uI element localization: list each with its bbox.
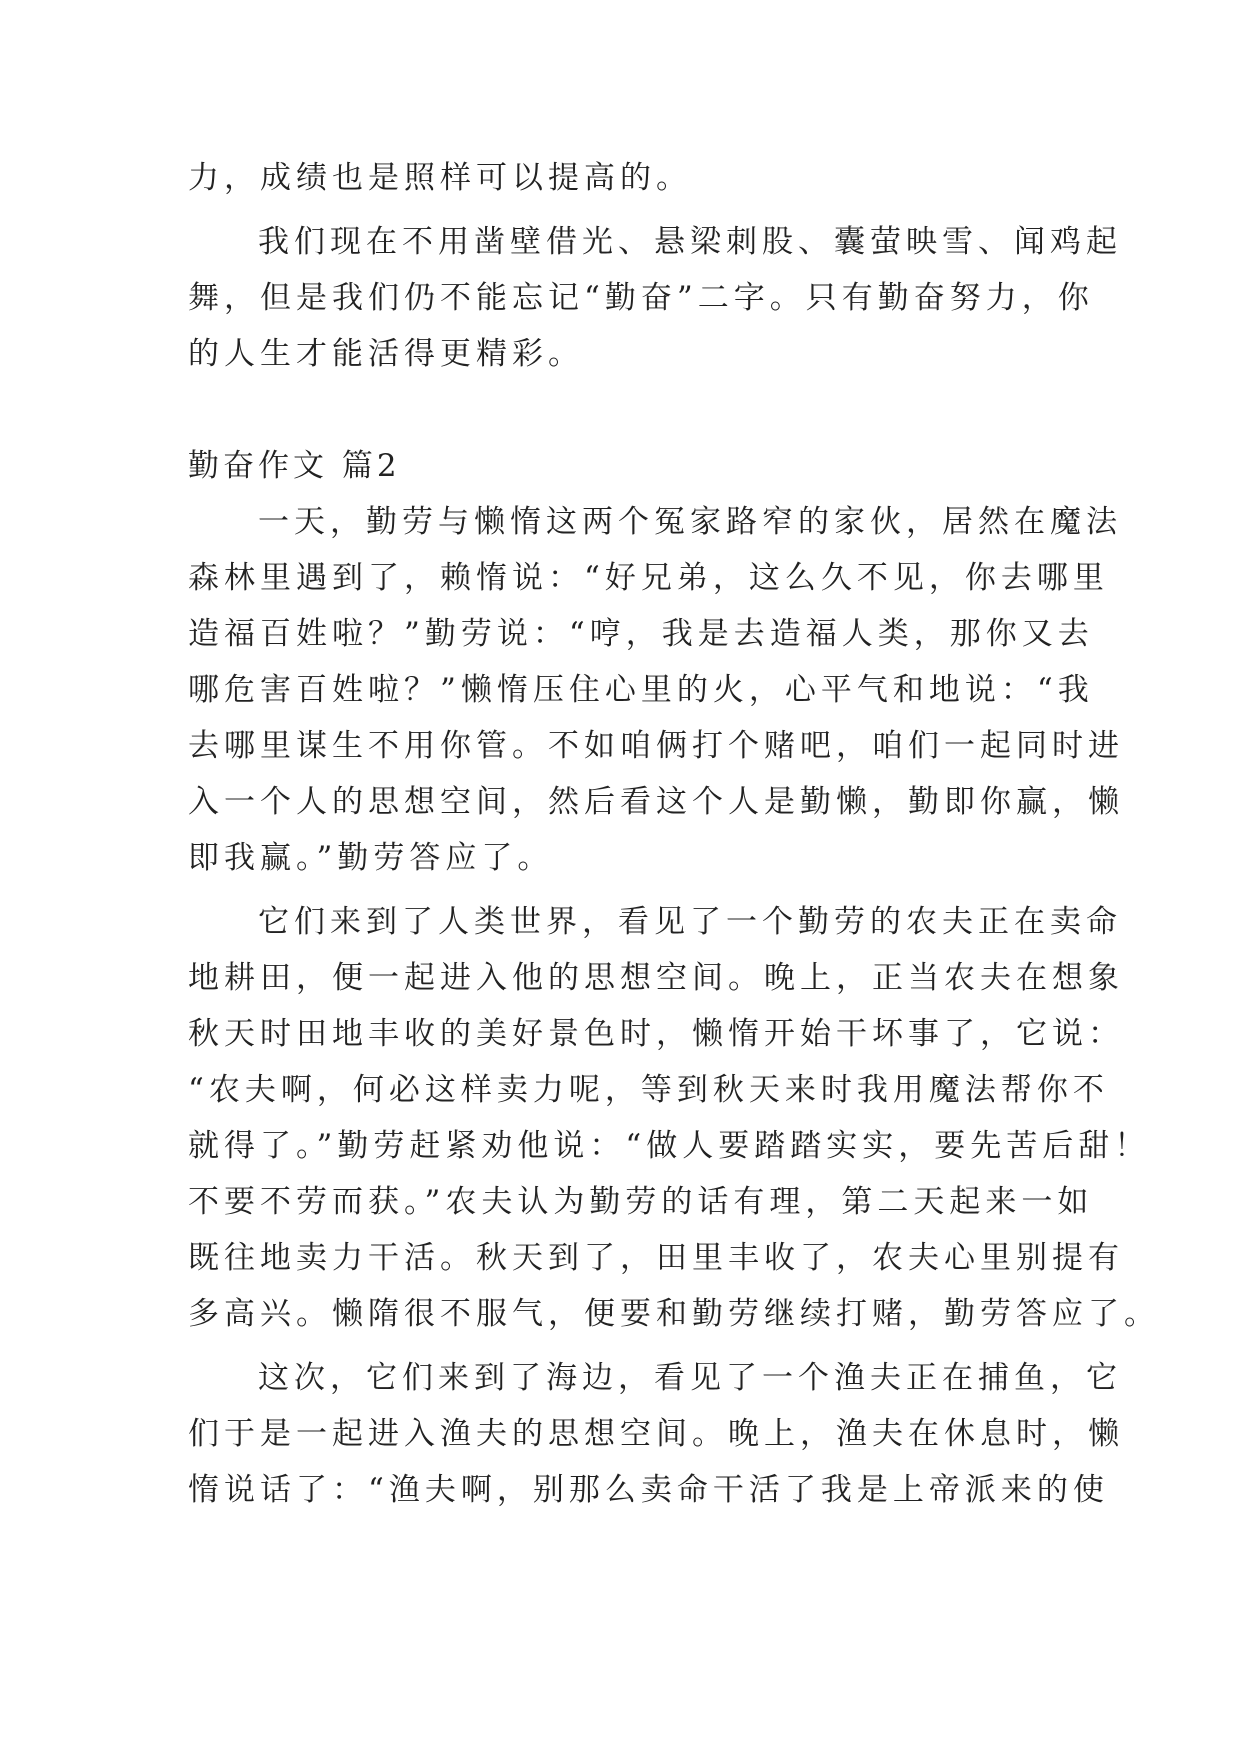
- paragraph-line: 森林里遇到了，赖惰说：“好兄弟，这么久不见，你去哪里: [188, 560, 1109, 596]
- paragraph-line: 入一个人的思想空间，然后看这个人是勤懒，勤即你赢，懒: [188, 784, 1124, 820]
- paragraph-line: 秋天时田地丰收的美好景色时，懒惰开始干坏事了，它说：: [188, 1016, 1124, 1052]
- paragraph-line: 地耕田，便一起进入他的思想空间。晚上，正当农夫在想象: [188, 960, 1124, 996]
- paragraph-line: 惰说话了：“渔夫啊，别那么卖命干活了我是上帝派来的使: [188, 1472, 1109, 1508]
- paragraph-line: 一天，勤劳与懒惰这两个冤家路窄的家伙，居然在魔法: [258, 504, 1122, 540]
- paragraph-line: 的人生才能活得更精彩。: [188, 336, 584, 372]
- paragraph-line: 既往地卖力干活。秋天到了，田里丰收了，农夫心里别提有: [188, 1240, 1124, 1276]
- paragraph-line: 就得了。”勤劳赶紧劝他说：“做人要踏踏实实，要先苦后甜！: [188, 1128, 1151, 1164]
- paragraph: [188, 894, 1160, 1342]
- paragraph-line: 造福百姓啦？”勤劳说：“哼，我是去造福人类，那你又去: [188, 616, 1094, 652]
- paragraph-line: 多高兴。懒隋很不服气，便要和勤劳继续打赌，勤劳答应了。: [188, 1296, 1160, 1332]
- paragraph-line: 舞，但是我们仍不能忘记“勤奋”二字。只有勤奋努力，你: [188, 280, 1094, 316]
- paragraph: [188, 494, 1124, 886]
- paragraph: [188, 1350, 1124, 1518]
- paragraph-line: 我们现在不用凿壁借光、悬梁刺股、囊萤映雪、闻鸡起: [258, 224, 1122, 260]
- paragraph-line: 去哪里谋生不用你管。不如咱俩打个赌吧，咱们一起同时进: [188, 728, 1124, 764]
- paragraph-line: 这次，它们来到了海边，看见了一个渔夫正在捕鱼，它: [258, 1360, 1122, 1396]
- paragraph-line: 不要不劳而获。”农夫认为勤劳的话有理，第二天起来一如: [188, 1184, 1094, 1220]
- section-heading: 勤奋作文 篇2: [188, 448, 401, 484]
- paragraph-line: “农夫啊，何必这样卖力呢，等到秋天来时我用魔法帮你不: [188, 1072, 1109, 1108]
- paragraph-line: 即我赢。”勤劳答应了。: [188, 840, 554, 876]
- paragraph-line: 它们来到了人类世界，看见了一个勤劳的农夫正在卖命: [258, 904, 1122, 940]
- paragraph-line: 哪危害百姓啦？”懒惰压住心里的火，心平气和地说：“我: [188, 672, 1094, 708]
- paragraph-line: 们于是一起进入渔夫的思想空间。晚上，渔夫在休息时，懒: [188, 1416, 1124, 1452]
- paragraph-line: 力，成绩也是照样可以提高的。: [188, 160, 692, 196]
- document-body: [188, 150, 1160, 1518]
- paragraph: [188, 214, 1122, 382]
